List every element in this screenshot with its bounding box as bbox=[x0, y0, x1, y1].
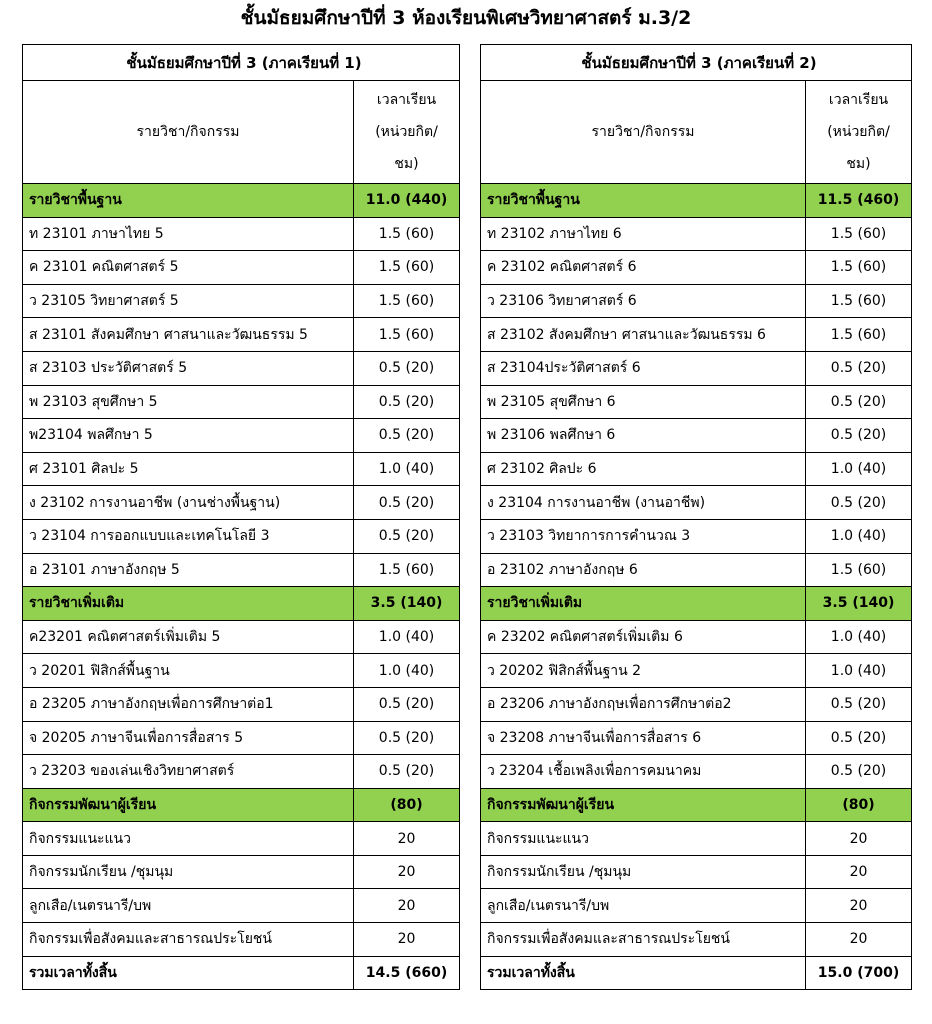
subject-hours: 0.5 (20) bbox=[806, 687, 912, 721]
table-row bbox=[23, 519, 460, 553]
subject-hours: 0.5 (20) bbox=[354, 519, 460, 553]
table-row bbox=[481, 519, 912, 553]
table-row bbox=[23, 251, 460, 285]
basic-subjects-label: รายวิชาพื้นฐาน bbox=[481, 184, 806, 218]
column-header-time-line: (หน่วยกิต/ bbox=[375, 124, 438, 140]
subject-hours: 1.5 (60) bbox=[806, 217, 912, 251]
subject-name: กิจกรรมนักเรียน /ชุมนุม bbox=[23, 855, 354, 889]
subject-hours: 1.0 (40) bbox=[806, 620, 912, 654]
subject-hours: 20 bbox=[354, 923, 460, 957]
subject-hours: 0.5 (20) bbox=[806, 755, 912, 789]
subject-hours: 0.5 (20) bbox=[806, 486, 912, 520]
table-row bbox=[23, 284, 460, 318]
basic-subjects-total: 11.5 (460) bbox=[806, 184, 912, 218]
table-row bbox=[481, 251, 912, 285]
semester-title: ชั้นมัธยมศึกษาปีที่ 3 (ภาคเรียนที่ 2) bbox=[481, 45, 912, 81]
table-row bbox=[23, 620, 460, 654]
subject-hours: 1.5 (60) bbox=[806, 553, 912, 587]
subject-name: พ 23105 สุขศึกษา 6 bbox=[481, 385, 806, 419]
column-header-time-line: เวลาเรียน bbox=[828, 92, 889, 108]
semester-2-body bbox=[481, 45, 912, 990]
subject-hours: 0.5 (20) bbox=[354, 721, 460, 755]
semester-title-row bbox=[481, 45, 912, 81]
table-row bbox=[481, 654, 912, 688]
subject-hours: 20 bbox=[354, 822, 460, 856]
subject-hours: 1.0 (40) bbox=[806, 452, 912, 486]
subject-name: ว 20202 ฟิสิกส์พื้นฐาน 2 bbox=[481, 654, 806, 688]
subject-hours: 1.5 (60) bbox=[806, 251, 912, 285]
additional-subjects-label: รายวิชาเพิ่มเติม bbox=[481, 587, 806, 621]
table-row bbox=[23, 721, 460, 755]
subject-name: ว 23103 วิทยาการการคำนวณ 3 bbox=[481, 519, 806, 553]
grand-total-row bbox=[481, 956, 912, 990]
table-row bbox=[23, 654, 460, 688]
table-row bbox=[481, 351, 912, 385]
subject-hours: 20 bbox=[806, 889, 912, 923]
table-row bbox=[481, 889, 912, 923]
subject-hours: 1.0 (40) bbox=[806, 519, 912, 553]
subject-name: กิจกรรมแนะแนว bbox=[481, 822, 806, 856]
subject-hours: 0.5 (20) bbox=[354, 687, 460, 721]
column-header-time-line: เวลาเรียน bbox=[376, 92, 437, 108]
subject-hours: 1.5 (60) bbox=[354, 284, 460, 318]
subject-name: พ 23103 สุขศึกษา 5 bbox=[23, 385, 354, 419]
table-row bbox=[23, 822, 460, 856]
subject-hours: 1.5 (60) bbox=[806, 284, 912, 318]
subject-hours: 0.5 (20) bbox=[806, 419, 912, 453]
semester-1-body bbox=[23, 45, 460, 990]
subject-name: ท 23102 ภาษาไทย 6 bbox=[481, 217, 806, 251]
subject-name: ค23201 คณิตศาสตร์เพิ่มเติม 5 bbox=[23, 620, 354, 654]
table-row bbox=[23, 755, 460, 789]
table-row bbox=[23, 923, 460, 957]
table-row bbox=[23, 419, 460, 453]
subject-hours: 1.0 (40) bbox=[354, 620, 460, 654]
subject-name: ศ 23101 ศิลปะ 5 bbox=[23, 452, 354, 486]
basic-subjects-label: รายวิชาพื้นฐาน bbox=[23, 184, 354, 218]
subject-name: ง 23102 การงานอาชีพ (งานช่างพื้นฐาน) bbox=[23, 486, 354, 520]
student-activities-total: (80) bbox=[806, 788, 912, 822]
subject-hours: 1.5 (60) bbox=[354, 553, 460, 587]
subject-hours: 1.0 (40) bbox=[354, 452, 460, 486]
additional-subjects-label: รายวิชาเพิ่มเติม bbox=[23, 587, 354, 621]
additional-subjects-header-row bbox=[481, 587, 912, 621]
column-header-time-line: ชม) bbox=[846, 156, 871, 172]
subject-name: กิจกรรมแนะแนว bbox=[23, 822, 354, 856]
table-row bbox=[23, 318, 460, 352]
column-header-time bbox=[354, 81, 460, 184]
table-row bbox=[481, 923, 912, 957]
grand-total-label: รวมเวลาทั้งสิ้น bbox=[23, 956, 354, 990]
subject-name: อ 23205 ภาษาอังกฤษเพื่อการศึกษาต่อ1 bbox=[23, 687, 354, 721]
table-row bbox=[481, 553, 912, 587]
subject-hours: 20 bbox=[806, 923, 912, 957]
subject-name: ง 23104 การงานอาชีพ (งานอาชีพ) bbox=[481, 486, 806, 520]
subject-name: อ 23102 ภาษาอังกฤษ 6 bbox=[481, 553, 806, 587]
semester-title-row bbox=[23, 45, 460, 81]
subject-name: ว 20201 ฟิสิกส์พื้นฐาน bbox=[23, 654, 354, 688]
semester-1-table bbox=[22, 44, 460, 990]
subject-hours: 1.5 (60) bbox=[354, 217, 460, 251]
student-activities-total: (80) bbox=[354, 788, 460, 822]
subject-hours: 20 bbox=[354, 855, 460, 889]
subject-name: ศ 23102 ศิลปะ 6 bbox=[481, 452, 806, 486]
grand-total-value: 14.5 (660) bbox=[354, 956, 460, 990]
subject-hours: 20 bbox=[806, 822, 912, 856]
table-row bbox=[23, 687, 460, 721]
subject-hours: 0.5 (20) bbox=[806, 351, 912, 385]
table-row bbox=[23, 855, 460, 889]
subject-name: จ 23208 ภาษาจีนเพื่อการสื่อสาร 6 bbox=[481, 721, 806, 755]
subject-hours: 0.5 (20) bbox=[354, 419, 460, 453]
semester-title: ชั้นมัธยมศึกษาปีที่ 3 (ภาคเรียนที่ 1) bbox=[23, 45, 460, 81]
subject-hours: 0.5 (20) bbox=[354, 351, 460, 385]
subject-name: ส 23104ประวัติศาสตร์ 6 bbox=[481, 351, 806, 385]
table-row bbox=[481, 217, 912, 251]
subject-name: ส 23101 สังคมศึกษา ศาสนาและวัฒนธรรม 5 bbox=[23, 318, 354, 352]
column-header-time-line: (หน่วยกิต/ bbox=[827, 124, 890, 140]
table-row bbox=[481, 755, 912, 789]
basic-subjects-total: 11.0 (440) bbox=[354, 184, 460, 218]
subject-name: ท 23101 ภาษาไทย 5 bbox=[23, 217, 354, 251]
subject-name: ว 23203 ของเล่นเชิงวิทยาศาสตร์ bbox=[23, 755, 354, 789]
additional-subjects-header-row bbox=[23, 587, 460, 621]
grand-total-row bbox=[23, 956, 460, 990]
table-row bbox=[481, 620, 912, 654]
subject-name: ค 23202 คณิตศาสตร์เพิ่มเติม 6 bbox=[481, 620, 806, 654]
table-row bbox=[23, 452, 460, 486]
subject-name: ลูกเสือ/เนตรนารี/บพ bbox=[481, 889, 806, 923]
table-row bbox=[23, 385, 460, 419]
student-activities-label: กิจกรรมพัฒนาผู้เรียน bbox=[481, 788, 806, 822]
subject-name: กิจกรรมนักเรียน /ชุมนุม bbox=[481, 855, 806, 889]
subject-name: ลูกเสือ/เนตรนารี/บพ bbox=[23, 889, 354, 923]
table-row bbox=[23, 889, 460, 923]
column-header-subject: รายวิชา/กิจกรรม bbox=[23, 81, 354, 184]
subject-name: จ 20205 ภาษาจีนเพื่อการสื่อสาร 5 bbox=[23, 721, 354, 755]
table-row bbox=[481, 284, 912, 318]
subject-hours: 1.5 (60) bbox=[354, 318, 460, 352]
grand-total-label: รวมเวลาทั้งสิ้น bbox=[481, 956, 806, 990]
table-row bbox=[23, 217, 460, 251]
table-row bbox=[481, 486, 912, 520]
subject-hours: 1.0 (40) bbox=[806, 654, 912, 688]
column-header-row bbox=[23, 81, 460, 184]
subject-name: ค 23101 คณิตศาสตร์ 5 bbox=[23, 251, 354, 285]
subject-hours: 0.5 (20) bbox=[354, 755, 460, 789]
table-row bbox=[481, 855, 912, 889]
subject-hours: 20 bbox=[806, 855, 912, 889]
table-row bbox=[481, 419, 912, 453]
subject-hours: 1.5 (60) bbox=[354, 251, 460, 285]
column-header-time bbox=[806, 81, 912, 184]
table-row bbox=[481, 452, 912, 486]
subject-name: พ23104 พลศึกษา 5 bbox=[23, 419, 354, 453]
basic-subjects-header-row bbox=[481, 184, 912, 218]
subject-name: พ 23106 พลศึกษา 6 bbox=[481, 419, 806, 453]
page-title: ชั้นมัธยมศึกษาปีที่ 3 ห้องเรียนพิเศษวิทยาศาสตร์ ม.3/2 bbox=[240, 7, 692, 29]
student-activities-label: กิจกรรมพัฒนาผู้เรียน bbox=[23, 788, 354, 822]
column-header-subject: รายวิชา/กิจกรรม bbox=[481, 81, 806, 184]
table-row bbox=[481, 318, 912, 352]
column-header-time-line: ชม) bbox=[394, 156, 419, 172]
additional-subjects-total: 3.5 (140) bbox=[806, 587, 912, 621]
subject-hours: 0.5 (20) bbox=[354, 486, 460, 520]
table-row bbox=[23, 351, 460, 385]
column-header-row bbox=[481, 81, 912, 184]
student-activities-header-row bbox=[481, 788, 912, 822]
subject-hours: 0.5 (20) bbox=[354, 385, 460, 419]
subject-name: อ 23206 ภาษาอังกฤษเพื่อการศึกษาต่อ2 bbox=[481, 687, 806, 721]
subject-name: ค 23102 คณิตศาสตร์ 6 bbox=[481, 251, 806, 285]
basic-subjects-header-row bbox=[23, 184, 460, 218]
subject-name: ส 23103 ประวัติศาสตร์ 5 bbox=[23, 351, 354, 385]
subject-hours: 20 bbox=[354, 889, 460, 923]
subject-name: ว 23105 วิทยาศาสตร์ 5 bbox=[23, 284, 354, 318]
student-activities-header-row bbox=[23, 788, 460, 822]
table-row bbox=[481, 687, 912, 721]
subject-name: ว 23106 วิทยาศาสตร์ 6 bbox=[481, 284, 806, 318]
table-row bbox=[481, 721, 912, 755]
table-row bbox=[481, 822, 912, 856]
subject-name: ว 23104 การออกแบบและเทคโนโลยี 3 bbox=[23, 519, 354, 553]
additional-subjects-total: 3.5 (140) bbox=[354, 587, 460, 621]
subject-name: ส 23102 สังคมศึกษา ศาสนาและวัฒนธรรม 6 bbox=[481, 318, 806, 352]
subject-hours: 0.5 (20) bbox=[806, 385, 912, 419]
semester-2-table bbox=[480, 44, 912, 990]
subject-hours: 1.5 (60) bbox=[806, 318, 912, 352]
subject-hours: 0.5 (20) bbox=[806, 721, 912, 755]
table-row bbox=[23, 553, 460, 587]
subject-name: อ 23101 ภาษาอังกฤษ 5 bbox=[23, 553, 354, 587]
subject-name: ว 23204 เชื้อเพลิงเพื่อการคมนาคม bbox=[481, 755, 806, 789]
subject-name: กิจกรรมเพื่อสังคมและสาธารณประโยชน์ bbox=[23, 923, 354, 957]
subject-name: กิจกรรมเพื่อสังคมและสาธารณประโยชน์ bbox=[481, 923, 806, 957]
grand-total-value: 15.0 (700) bbox=[806, 956, 912, 990]
table-row bbox=[23, 486, 460, 520]
subject-hours: 1.0 (40) bbox=[354, 654, 460, 688]
table-row bbox=[481, 385, 912, 419]
